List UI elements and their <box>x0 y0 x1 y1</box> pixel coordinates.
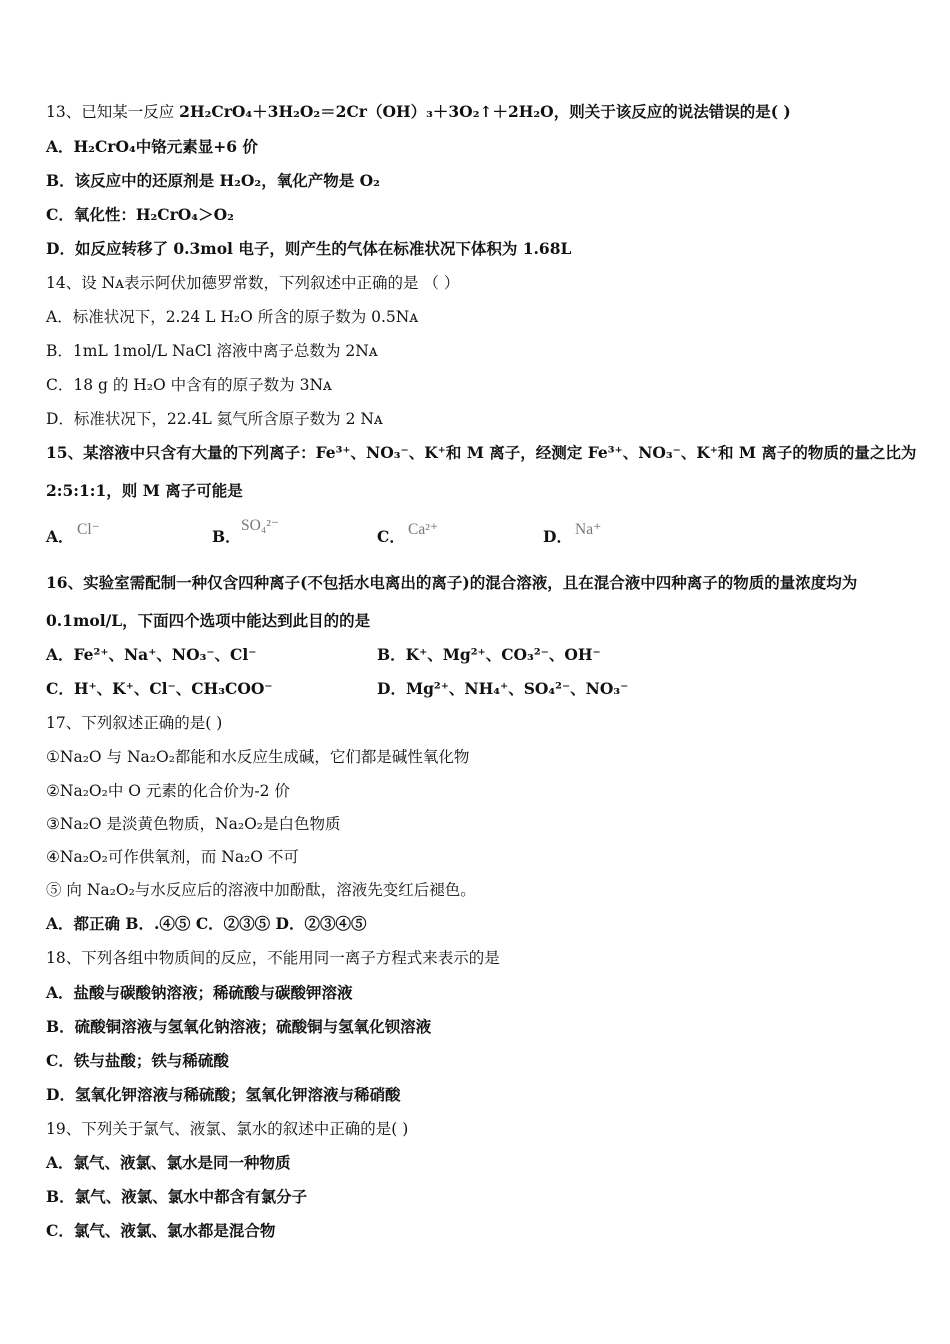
q13-option-c: C．氧化性：H₂CrO₄＞O₂ <box>46 205 234 224</box>
q15-stem-line2: 2:5:1:1，则 M 离子可能是 <box>46 481 243 500</box>
q17-stem: 17、下列叙述正确的是( ) <box>46 714 223 732</box>
q16-option-a: A．Fe²⁺、Na⁺、NO₃⁻、Cl⁻ <box>46 645 257 664</box>
q18-stem: 18、下列各组中物质间的反应，不能用同一离子方程式来表示的是 <box>46 949 500 967</box>
q15-option-c-label: C． <box>377 527 405 546</box>
q13-option-b: B．该反应中的还原剂是 H₂O₂，氧化产物是 O₂ <box>46 171 380 190</box>
q19-option-b: B．氯气、液氯、氯水中都含有氯分子 <box>46 1187 308 1206</box>
q18-option-c: C．铁与盐酸；铁与稀硫酸 <box>46 1051 229 1070</box>
q14-option-c: C．18 g 的 H₂O 中含有的原子数为 3Nᴀ <box>46 376 332 394</box>
q15-option-c-ion: Ca²⁺ <box>408 521 439 538</box>
q15-option-a-ion: Cl⁻ <box>77 521 100 538</box>
q14-option-d: D．标准状况下，22.4L 氦气所含原子数为 2 Nᴀ <box>46 410 383 428</box>
q17-statement-1: ①Na₂O 与 Na₂O₂都能和水反应生成碱，它们都是碱性氧化物 <box>46 748 470 766</box>
q16-option-b: B．K⁺、Mg²⁺、CO₃²⁻、OH⁻ <box>377 645 601 664</box>
q15-option-a-label: A． <box>46 527 74 546</box>
q14-stem: 14、设 Nᴀ表示阿伏加德罗常数，下列叙述中正确的是 （ ） <box>46 274 460 292</box>
q19-option-a: A．氯气、液氯、氯水是同一种物质 <box>46 1153 291 1172</box>
q17-statement-2: ②Na₂O₂中 O 元素的化合价为-2 价 <box>46 782 290 800</box>
q15-option-d-ion: Na⁺ <box>575 521 602 538</box>
q18-option-b: B．硫酸铜溶液与氢氧化钠溶液；硫酸铜与氢氧化钡溶液 <box>46 1017 432 1036</box>
q15-option-b-label: B． <box>212 527 241 546</box>
q18-option-d: D．氢氧化钾溶液与稀硫酸；氢氧化钾溶液与稀硝酸 <box>46 1085 401 1104</box>
q14-option-a: A．标准状况下，2.24 L H₂O 所含的原子数为 0.5Nᴀ <box>46 308 419 326</box>
q17-options: A．都正确 B．.④⑤ C．②③⑤ D．②③④⑤ <box>46 914 367 933</box>
q17-statement-4: ④Na₂O₂可作供氧剂，而 Na₂O 不可 <box>46 848 299 866</box>
q18-option-a: A．盐酸与碳酸钠溶液；稀硫酸与碳酸钾溶液 <box>46 983 353 1002</box>
q19-option-c: C．氯气、液氯、氯水都是混合物 <box>46 1221 276 1240</box>
q16-stem-line2: 0.1mol/L，下面四个选项中能达到此目的的是 <box>46 611 371 630</box>
q17-statement-5: ⑤ 向 Na₂O₂与水反应后的溶液中加酚酞，溶液先变红后褪色。 <box>46 881 476 899</box>
q13-option-a: A．H₂CrO₄中铬元素显+6 价 <box>46 137 258 156</box>
q13-option-d: D．如反应转移了 0.3mol 电子，则产生的气体在标准状况下体积为 1.68L <box>46 239 572 258</box>
q14-option-b: B．1mL 1mol/L NaCl 溶液中离子总数为 2Nᴀ <box>46 342 378 360</box>
q17-statement-3: ③Na₂O 是淡黄色物质，Na₂O₂是白色物质 <box>46 815 341 833</box>
q16-option-d: D．Mg²⁺、NH₄⁺、SO₄²⁻、NO₃⁻ <box>377 679 629 698</box>
q13-stem: 13、已知某一反应 2H₂CrO₄＋3H₂O₂＝2Cr（OH）₃＋3O₂↑＋2H₂O，则关于该反应的说法错误的是( ) <box>46 102 791 121</box>
q16-option-c: C．H⁺、K⁺、Cl⁻、CH₃COO⁻ <box>46 679 273 698</box>
q19-stem: 19、下列关于氯气、液氯、氯水的叙述中正确的是( ) <box>46 1120 409 1138</box>
q15-option-d-label: D． <box>543 527 572 546</box>
q15-option-b-ion: SO₄²⁻ <box>241 517 280 534</box>
q16-stem-line1: 16、实验室需配制一种仅含四种离子(不包括水电离出的离子)的混合溶液，且在混合液中四种离子的物质的量浓度均为 <box>46 573 858 592</box>
q15-stem-line1: 15、某溶液中只含有大量的下列离子：Fe³⁺、NO₃⁻、K⁺和 M 离子，经测定 Fe³⁺、NO₃⁻、K⁺和 M 离子的物质的量之比为 <box>46 443 917 462</box>
